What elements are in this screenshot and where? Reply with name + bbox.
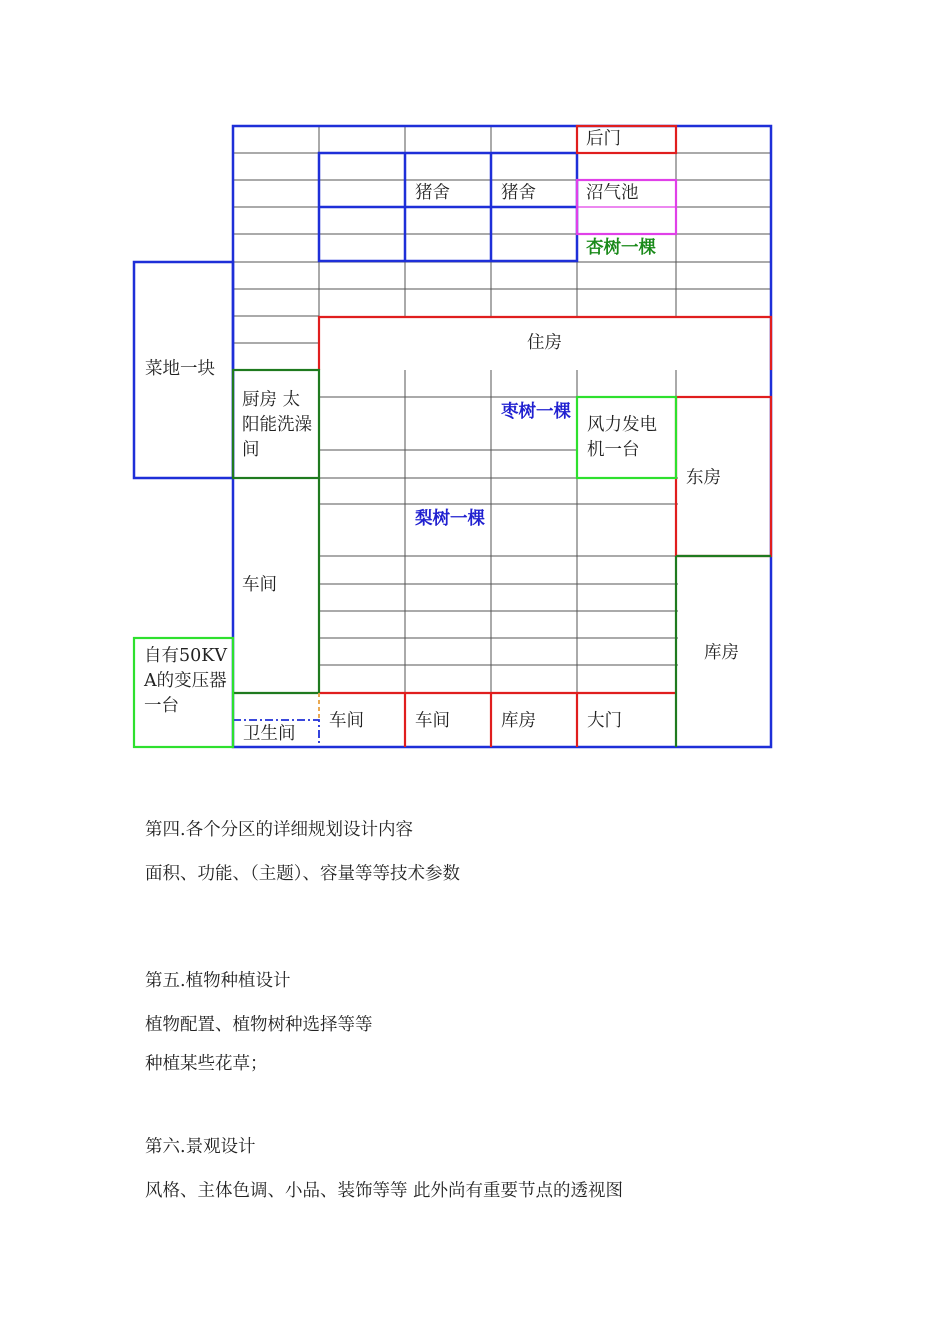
kitchen-label: 厨房 太阳能洗澡间 — [242, 390, 312, 460]
section-6-text: 风格、主体色调、小品、装饰等等 此外尚有重要节点的透视图 — [145, 1181, 624, 1201]
bottom-warehouse-label: 库房 — [501, 711, 536, 731]
apricot-tree-label: 杏树一棵 — [586, 238, 656, 258]
garage-left-label: 车间 — [242, 575, 277, 595]
pigsty-label-2: 猪舍 — [501, 183, 536, 203]
bottom-garage-label-2: 车间 — [415, 711, 450, 731]
back-door-label: 后门 — [586, 129, 621, 149]
pear-tree-label: 梨树一棵 — [415, 509, 485, 529]
pigsty-label-1: 猪舍 — [415, 183, 450, 203]
section-4-text: 面积、功能、（主题）、容量等等技术参数 — [145, 864, 460, 884]
vegetable-plot-label: 菜地一块 — [145, 359, 215, 379]
warehouse-right-label: 库房 — [704, 643, 739, 663]
main-gate-label: 大门 — [587, 711, 622, 731]
east-room-label: 东房 — [686, 468, 721, 488]
bottom-garage-label-1: 车间 — [329, 711, 364, 731]
section-5-text-1: 植物配置、植物树种选择等等 — [145, 1015, 373, 1035]
section-4-title: 第四.各个分区的详细规划设计内容 — [145, 820, 414, 840]
toilet-label: 卫生间 — [243, 724, 296, 744]
wind-turbine-label: 风力发电机一台 — [587, 415, 657, 460]
transformer-label: 自有50KVA的变压器一台 — [144, 646, 227, 716]
biogas-pit-label: 沼气池 — [586, 183, 639, 203]
section-5-title: 第五.植物种植设计 — [145, 971, 291, 991]
jujube-tree-label: 枣树一棵 — [501, 402, 571, 422]
section-6-title: 第六.景观设计 — [145, 1137, 256, 1157]
residence-label: 住房 — [527, 333, 562, 353]
section-5-text-2: 种植某些花草； — [145, 1054, 268, 1074]
